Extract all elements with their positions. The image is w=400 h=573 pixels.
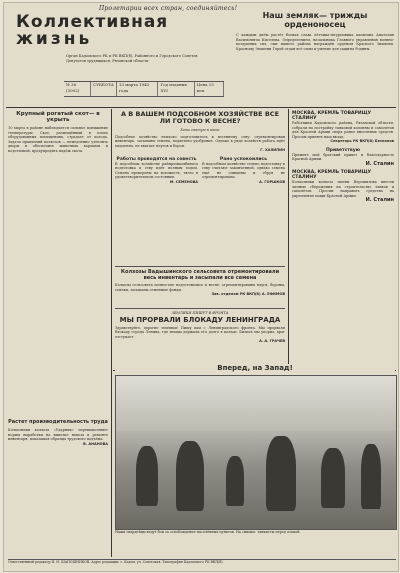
photo-caption: Наши гвардейцы ведут бои за освобождение населённых пунктов. На снимке: танкисты перед атакой. bbox=[115, 530, 301, 534]
leningrad-title: МЫ ПРОРВАЛИ БЛОКАДУ ЛЕНИНГРАДА bbox=[119, 315, 281, 324]
sub1-text: В подсобном хозяйстве райпромкомбината подготовка к севу идёт полным ходом. Семена проверены на всхожесть, тягло в удовлетворительном состоянии. bbox=[115, 161, 200, 179]
masthead bbox=[16, 14, 206, 48]
left-title2: Растет производительность труда bbox=[8, 419, 108, 425]
tele2-sign: И. Сталин bbox=[365, 160, 394, 167]
banner-sign: Зав. отделом РК ВКП(б) А. ЕФИМОВ bbox=[211, 292, 285, 296]
tele1-title: МОСКВА, КРЕМЛЬ ТОВАРИЩУ СТАЛИНУ bbox=[292, 111, 372, 121]
divider-left bbox=[111, 109, 112, 557]
center-section: Хоть сватум в июне bbox=[180, 128, 220, 132]
footer: Ответственный редактор И. Н. ШАПОШНИКОВ. Адрес редакции: г. Кадом, ул. Советская. Типография Кадомского РК ВКП(б). bbox=[8, 559, 396, 564]
divider-right bbox=[288, 109, 289, 371]
masthead-line2: жизнь bbox=[16, 29, 93, 49]
right-column bbox=[292, 111, 394, 369]
hero-article bbox=[236, 11, 394, 107]
banner-article bbox=[115, 266, 285, 309]
organ-line: Орган Кадомского РК и РК ВКП(б), Районного и Городского Советов Депутатов трудящихся, Рязанской области bbox=[66, 54, 198, 63]
photo-sky bbox=[116, 376, 396, 431]
photo-title: Вперед, на Запад! bbox=[115, 364, 395, 372]
sub1-sign: М. СЕМЕНОВА bbox=[169, 179, 198, 184]
sub2-sign: А. ГОРШКОВ bbox=[259, 179, 285, 184]
issue-day: СУББОТА bbox=[91, 82, 117, 96]
left-column bbox=[8, 111, 108, 556]
photo-figure bbox=[176, 441, 204, 511]
photo-figure bbox=[266, 436, 296, 511]
left-text: 10 марта в районе наблюдается сильное понижение температуры. Скот, размещённый в плохо оборудованных помещениях, страдает от холода. Задача правлений колхозов — немедленно утеплить дворы и обеспечить животных кормами и подстилкой, предупредить падёж скота. bbox=[8, 126, 110, 153]
sub1-title: Работы проводятся на совесть bbox=[116, 156, 197, 162]
center-title: А В ВАШЕМ ПОДСОБНОМ ХОЗЯЙСТВЕ ВСЕ ЛИ ГОТОВО К ВЕСНЕ? bbox=[120, 110, 280, 125]
sub2-text: В подсобном хозяйстве сельпо подготовку к севу считают законченной, однако семена ещё не очищены и сбруя не отремонтирована. bbox=[202, 161, 287, 179]
photo-figure bbox=[321, 448, 345, 508]
tele1-text: Работники Кадомского района, Рязанской области, собрали на постройку танковой колонны и самолётов для Красной Армии сверх ранее внесенных средств. Просим принять наш вклад. bbox=[292, 121, 396, 139]
tele3-text: Колхозники колхоза имени Ворошилова внесли личные сбережения на строительство танков и самолётов. Просим направить средства на укрепление мощи Красной Армии. bbox=[292, 180, 396, 198]
banner-title: Колхозы Вадышинского сельсовета отремонтировали весь инвентарь и засыпали все семена bbox=[120, 269, 280, 281]
issue-year: Год издания XVI bbox=[158, 82, 194, 96]
hero-title: Наш земляк— трижды орденоносец bbox=[262, 11, 368, 29]
photo-figure bbox=[361, 444, 381, 509]
war-photo bbox=[115, 375, 397, 530]
left-text2: Колхозники колхоза «Ударник» перевыполняют нормы выработки на вывозке навоза и ремонте инвентаря, показывая образцы трудового подъёма. bbox=[8, 428, 110, 441]
issue-bar bbox=[64, 81, 224, 97]
tele2-text: Примите мой братский привет и благодарность Красной Армии. bbox=[292, 152, 396, 161]
photo-figure bbox=[136, 446, 158, 506]
center-text: Подсобное хозяйство неплохо подготовилось к весеннему севу: отремонтирован инвентарь, засыпаны семена, подвезено удобрение. Однако в ряде хозяйств работа идёт медленно, не хватает плугов и борон. bbox=[115, 134, 287, 148]
hero-text: С каждым днём растёт боевая слава лётчика-штурмовика капитана Анатолия Васильевича Киселева. Определением, начальника Главного управления военно-воздушных сил, сын нашего района награждён орденом Красного Знамени. Красному Знамени Герой отдан всё силы и умение для защиты Родины. bbox=[236, 33, 396, 51]
tele2-title: Приветствую bbox=[325, 147, 361, 153]
leningrad-text: Здравствуйте, дорогие земляки! Пишу вам с Ленинградского фронта. Мы прорвали блокаду города Ленина, где немцы держали его долго в кольце. Бились мы упорно, враг отступает. bbox=[115, 325, 287, 339]
sub2-title: Рано успокоились bbox=[219, 156, 268, 162]
banner-text: Колхозы сельсовета полностью подготовились к весне: отремонтированы плуги, бороны, сеялки, засыпаны семенные фонды. bbox=[115, 283, 287, 292]
issue-number: № 36 (3092) bbox=[64, 82, 91, 96]
motto: Пролетарии всех стран, соединяйтесь! bbox=[99, 5, 238, 12]
left-sign2: В. АНАНОВА bbox=[83, 441, 108, 446]
divider-top bbox=[6, 107, 396, 108]
issue-price: Цена 15 коп. bbox=[195, 82, 224, 96]
issue-date: 13 марта 1943 года bbox=[117, 82, 159, 96]
center-column bbox=[115, 111, 285, 266]
tele1-sign: Секретарь РК ВКП(б) Беспалов bbox=[330, 139, 394, 143]
leningrad-sign: А. А. ГРАЧЕВ bbox=[259, 339, 285, 343]
left-title: Крупный рогатый скот— в укрыть bbox=[16, 111, 100, 123]
tele3-title: МОСКВА, КРЕМЛЬ ТОВАРИЩУ СТАЛИНУ bbox=[292, 170, 372, 180]
masthead-line1: Коллективная bbox=[16, 12, 169, 32]
newspaper-page bbox=[3, 2, 399, 572]
photo-figure bbox=[226, 456, 244, 506]
leningrad-rubric: ЗЕМЛЯКИ ПИШУТ В ФРОНТА bbox=[171, 311, 229, 315]
tele3-sign: И. Сталин bbox=[365, 197, 394, 203]
center-sign: Г. ХАЛИПИН bbox=[260, 148, 285, 152]
